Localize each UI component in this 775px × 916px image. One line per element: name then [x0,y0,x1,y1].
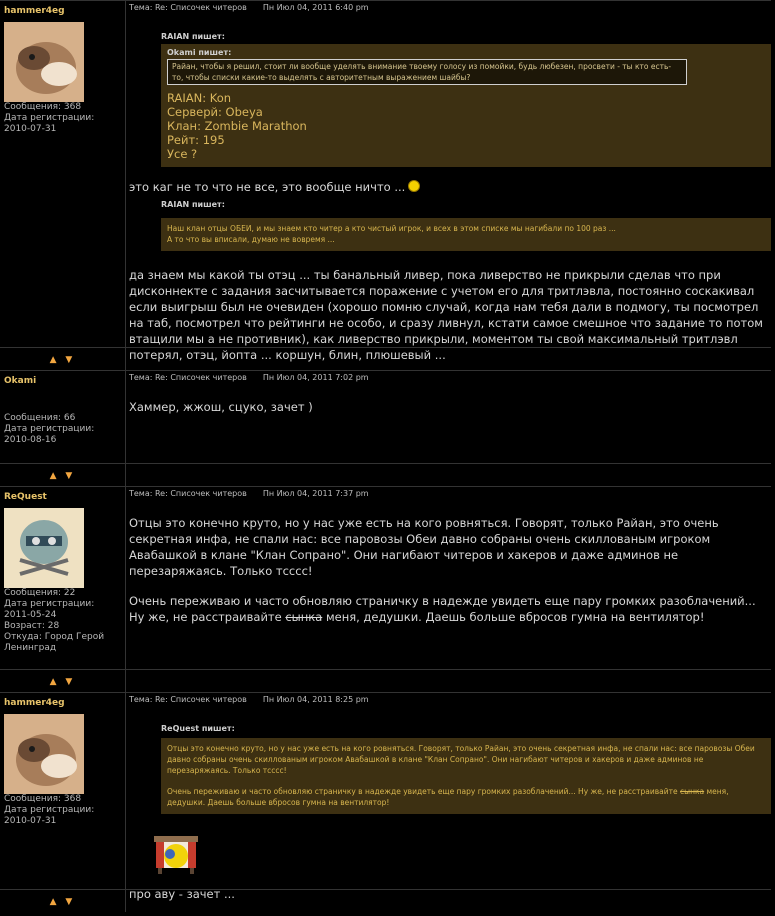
post-navigation [0,669,771,692]
post-text: Очень переживаю и часто обновляю страничку в надежде увидеть еще пару громких разоблачений... Ну же, не расстраивайте сынка меня, дедушки. Даешь больше вбросов гумна на вентилятор! [129,594,756,624]
quote-block: RAIAN пишет: Okami пишет: Райан, чтобы я решил, стоит ли вообще уделять внимание твоему голосу из помойки, будь любезен, просвети - ты кто есть-то, чтобы списки какие-то выделять с авторитетным выражением шайбы? RAIAN: Kon Серверй: Obeya Клан: Zombie Marathon Рейт: 195 Усе ? [161,29,771,167]
quote-body: Наш клан отцы ОБЕИ, и мы знаем кто читер а кто чистый игрок, и всех в этом списке мы нагибали по 100 раз ... А то что вы вписали, думаю не вовремя ... [161,218,771,251]
up-down-arrows-icon[interactable]: ▲ ▼ [0,348,126,370]
quote-body: Отцы это конечно круто, но у нас уже есть на кого ровняться. Говорят, только Райан, это очень секретная инфа, не спали нас: все паровозы Обеи давно собраны очень скиллованым игроком Авабашкой в клане "Клан Сопрано". Они нагибают читеров и хакеров и даже админов не перезаряжаясь. Только тсссс! Очень переживаю и часто обновляю страничку в надежде увидеть еще пару громких разоблачений... Ну же, не расстраивайте сынка меня, дедушки. Даешь больше вбросов гумна на вентилятор! [161,738,771,814]
post-header: Тема: Re: Списочек читеров Пн Июл 04, 2011 8:25 pm [129,695,369,704]
up-down-arrows-icon[interactable]: ▲ ▼ [0,464,126,486]
author-name[interactable]: hammer4eg [4,6,65,16]
up-down-arrows-icon[interactable]: ▲ ▼ [0,670,126,692]
post-text: это каг не то что не все, это вообще ничто ... [129,179,771,195]
author-meta: Сообщения: 22 Дата регистрации: 2011-05-24 Возраст: 28 Откуда: Город Герой Ленинград [4,588,105,653]
post-author-panel [0,1,126,347]
post-author-panel [0,693,126,889]
nested-quote: Райан, чтобы я решил, стоит ли вообще уделять внимание твоему голосу из помойки, будь любезен, просвети - ты кто есть-то, чтобы списки какие-то выделять с авторитетным выражением шайбы? [167,59,687,85]
post-content [126,371,771,463]
post [0,0,771,362]
post-header: Тема: Re: Списочек читеров Пн Июл 04, 2011 6:40 pm [129,3,369,12]
post-content [126,1,775,362]
author-name[interactable]: Okami [4,376,37,386]
author-name[interactable]: hammer4eg [4,698,65,708]
post-content [126,693,775,901]
image-icon [146,832,202,876]
avatar [4,508,84,588]
post-text: про аву - зачет ... [129,887,235,901]
post-header: Тема: Re: Списочек читеров Пн Июл 04, 2011 7:02 pm [129,373,369,382]
author-name[interactable]: ReQuest [4,492,47,502]
up-down-arrows-icon[interactable]: ▲ ▼ [0,890,126,912]
quote-block: RAIAN пишет: Наш клан отцы ОБЕИ, и мы знаем кто читер а кто чистый игрок, и всех в этом списке мы нагибали по 100 раз ... А то что вы вписали, думаю не вовремя ... [161,197,771,251]
author-meta: Сообщения: 368 Дата регистрации: 2010-07-31 [4,102,95,134]
quote-body: Okami пишет: Райан, чтобы я решил, стоит ли вообще уделять внимание твоему голосу из помойки, будь любезен, просвети - ты кто есть-то, чтобы списки какие-то выделять с авторитетным выражением шайбы? RAIAN: Kon Серверй: Obeya Клан: Zombie Marathon Рейт: 195 Усе ? [161,44,771,167]
avatar [4,22,84,102]
post-author-panel [0,487,126,669]
author-meta: Сообщения: 368 Дата регистрации: 2010-07-31 [4,794,95,826]
quote-block: ReQuest пишет: Отцы это конечно круто, но у нас уже есть на кого ровняться. Говорят, только Райан, это очень секретная инфа, не спали нас: все паровозы Обеи давно собраны очень скиллованым игроком Авабашкой в клане "Клан Сопрано". Они нагибают читеров и хакеров и даже админов не перезаряжаясь. Только тсссс! Очень переживаю и часто обновляю страничку в надежде увидеть еще пару громких разоблачений... Ну же, не расстраивайте сынка меня, дедушки. Даешь больше вбросов гумна на вентилятор! [161,721,771,814]
quote-lines: RAIAN: Kon Серверй: Obeya Клан: Zombie Marathon Рейт: 195 Усе ? [167,91,307,161]
avatar [4,714,84,794]
post-text: Хаммер, жжош, сцуко, зачет ) [129,400,313,414]
post-header: Тема: Re: Списочек читеров Пн Июл 04, 2011 7:37 pm [129,489,369,498]
author-meta: Сообщения: 66 Дата регистрации: 2010-08-16 [4,413,95,445]
post [0,370,771,463]
post [0,486,771,669]
post-author-panel [0,371,126,463]
post-text: Отцы это конечно круто, но у нас уже есть на кого ровняться. Говорят, только Райан, это очень секретная инфа, не спали нас: все паровозы Обеи давно собраны очень скиллованым игроком Авабашкой в клане "Клан Сопрано". Они нагибают читеров и хакеров и даже админов не перезаряжаясь. Только тсссс! [129,516,719,578]
post-text: да знаем мы какой ты отэц ... ты банальный ливер, пока ливерство не прикрыли сделав что при дисконнекте с задания засчитывается поражение с учетом его для тритлэвла, постоянно соскакивал если выигрыш был не очевиден (хорошо помню случай, когда нам тебя дали в подмогу, ты посмотрел на таб, посмотрел что рейтинги не особо, и сразу ливнул, кстати самое смешное что задание то потом втащили мы а не противник), как ливерство прикрыли, моментом ты свой максимальный тритлэвл потерял, отэц, йопта ... коршун, блин, плюшевый ... [129,268,763,362]
post-content [126,487,771,669]
post [0,692,771,901]
smiley-icon [408,180,420,192]
post-navigation [0,463,771,486]
